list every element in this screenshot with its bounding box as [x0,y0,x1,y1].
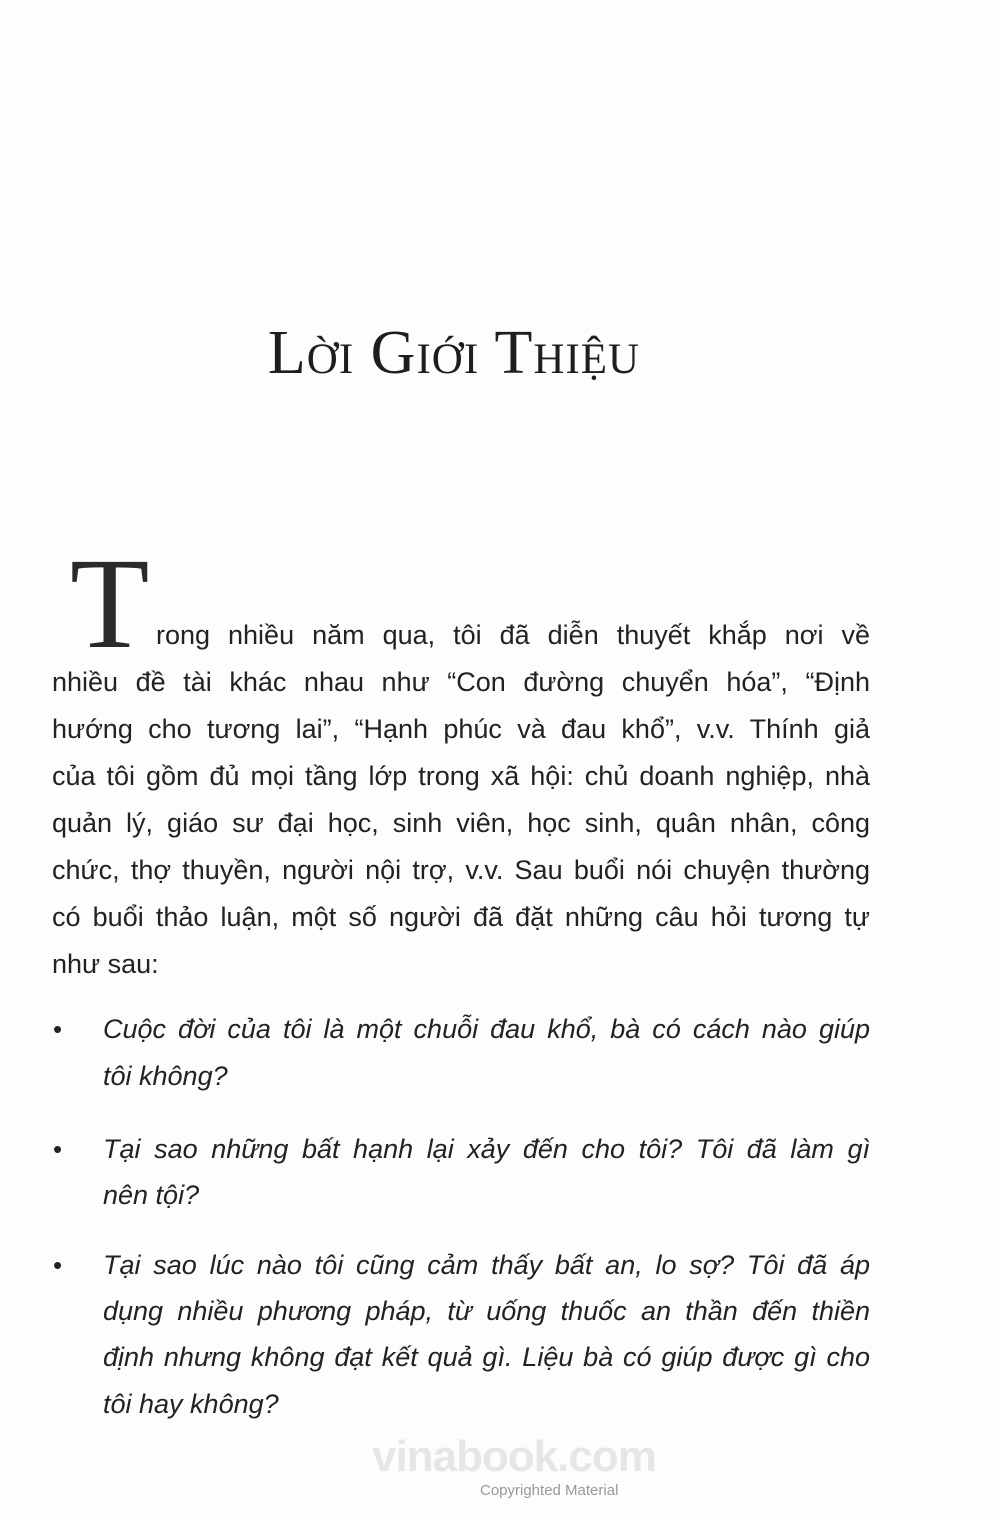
paragraph-line: của tôi gồm đủ mọi tầng lớp trong xã hội: chủ doanh nghiệp, nhà [52,761,870,791]
paragraph-line: hướng cho tương lai”, “Hạnh phúc và đau khổ”, v.v. Thính giả [52,714,870,744]
watermark: vinabook.com [372,1432,656,1481]
question-line: tôi không? [103,1061,228,1091]
question-line: định nhưng không đạt kết quả gì. Liệu bà có giúp được gì cho [103,1342,870,1372]
question-line: dụng nhiều phương pháp, từ uống thuốc an thần đến thiền [103,1296,870,1326]
paragraph-line: nhiều đề tài khác nhau như “Con đường chuyển hóa”, “Định [52,667,870,697]
paragraph-line: quản lý, giáo sư đại học, sinh viên, học sinh, quân nhân, công [52,808,870,838]
paragraph-line: rong nhiều năm qua, tôi đã diễn thuyết khắp nơi về [156,620,870,650]
paragraph-line: như sau: [52,949,159,979]
chapter-title: Lời Giới Thiệu [267,319,641,387]
drop-cap: T [70,532,150,676]
copyright-notice: Copyrighted Material [480,1482,619,1499]
question-line: Tại sao những bất hạnh lại xảy đến cho tôi? Tôi đã làm gì [103,1134,870,1164]
question-line: tôi hay không? [103,1389,279,1419]
question-line: Cuộc đời của tôi là một chuỗi đau khổ, bà có cách nào giúp [103,1014,870,1044]
bullet-icon: • [53,1134,63,1164]
question-line: Tại sao lúc nào tôi cũng cảm thấy bất an, lo sợ? Tôi đã áp [103,1250,870,1280]
bullet-icon: • [53,1250,63,1280]
question-line: nên tội? [103,1180,200,1210]
paragraph-line: có buổi thảo luận, một số người đã đặt những câu hỏi tương tự [52,902,870,932]
bullet-icon: • [53,1014,63,1044]
paragraph-line: chức, thợ thuyền, người nội trợ, v.v. Sau buổi nói chuyện thường [52,855,870,885]
